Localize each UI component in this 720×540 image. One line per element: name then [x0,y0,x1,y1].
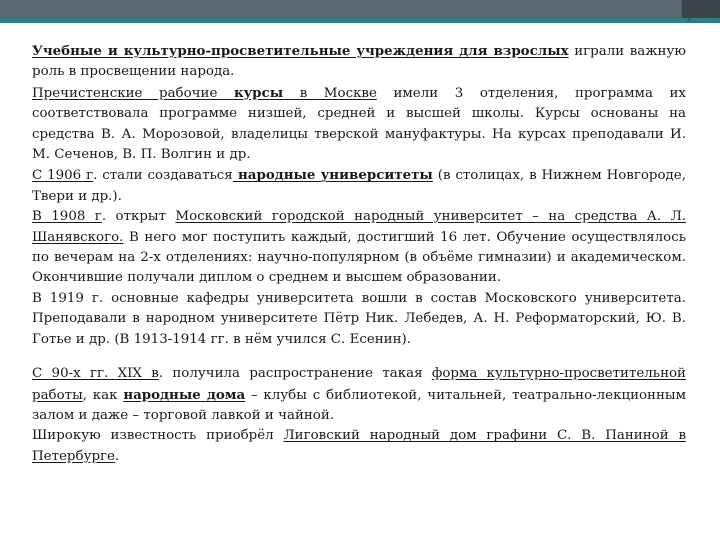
paragraph-p5 [32,289,686,350]
text-run: (в столицах, в Нижнем Новгороде, Твери и др.). [32,168,686,204]
paragraph-p6 [32,364,686,426]
text-run: . получила распространение такая [158,366,432,382]
slide-header-bar [0,0,720,18]
text-run: С 90-х гг. XIX в [32,366,159,382]
text-run: курсы [233,84,284,101]
header-corner-notch [682,0,690,23]
text-run: народные дома [123,386,246,403]
text-run: имели 3 отделения, программа их соответствовала программе низшей, средней и высшей школы. Курсы основаны на средства В. А. Морозовой, владелицы тверской мануфактуры. На курсах преподавали И. М. Сеченов, В. П. Волгин и др. [32,85,686,163]
text-run: – клубы с библиотекой, читальней, театрально-лекционным залом и даже – торговой лавкой и чайной. [32,387,686,423]
paragraph-p2 [32,83,686,166]
text-run: . стали создаваться [93,168,233,184]
text-run: С 1906 г [32,168,94,184]
text-run: В 1919 г. основные кафедры университета вошли в состав Московского университета. Преподавали в народном университете Пётр Ник. Лебедев, А. Н. Реформаторский, Ю. В. Готье и др. (В 1913-1914 гг. в нём учился С. Есенин). [32,290,686,347]
text-run: в Москве [283,85,377,101]
text-run: народные университеты [232,167,433,184]
paragraph-p3 [32,165,686,207]
document-body [32,41,686,467]
text-run: . открыт [101,209,176,225]
text-run: форма культурно-просветительной работы [32,366,686,403]
text-run: . [114,448,120,464]
text-run: , как [82,387,124,403]
text-run: играли важную роль в просвещении народа. [32,44,686,80]
text-run: В него мог поступить каждый, достигший 16 лет. Обучение осуществлялось по вечерам на 2-х отделениях: научно-популярном (в объёме гимназии) и академическом. Окончившие получали диплом о среднем и высшем образовании. [32,229,686,286]
text-run: Учебные и культурно-просветительные учреждения для взрослых [32,43,569,59]
paragraph-p7 [32,426,686,467]
paragraph-p4 [32,207,686,289]
paragraph-p1 [32,41,686,83]
text-run: Широкую известность приобрёл [32,428,284,444]
text-run: Пречистенские рабочие [32,85,234,101]
text-run: Лиговский народный дом графини С. В. Паниной в Петербурге [32,428,686,464]
text-run: В 1908 г [32,209,102,225]
header-accent-stripe [0,18,720,23]
text-run: Московский городской народный университет – на средства А. Л. Шанявского. [32,209,686,245]
